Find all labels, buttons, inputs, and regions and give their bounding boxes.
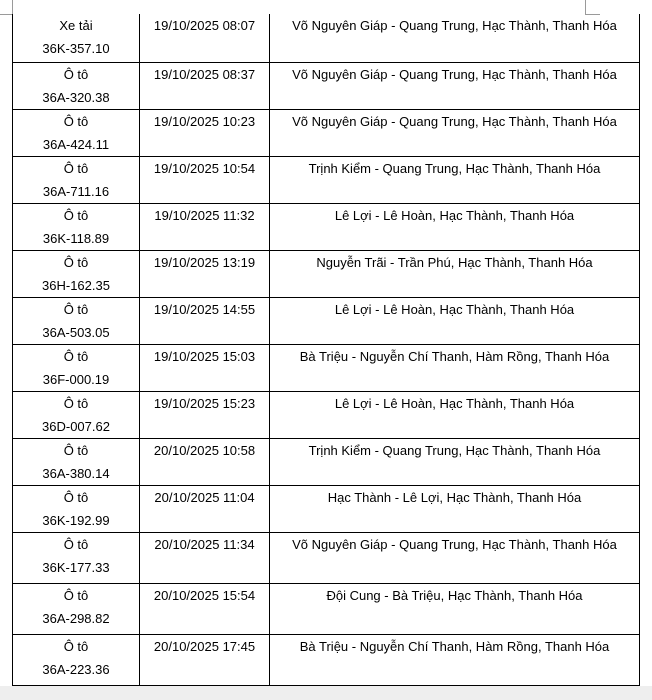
time-cell — [140, 344, 270, 391]
vehicle-cell — [13, 438, 140, 485]
license-plate: 36A-223.36 — [42, 661, 110, 677]
time-cell — [140, 156, 270, 203]
location-cell — [270, 583, 640, 634]
table-row — [13, 109, 640, 156]
table-body — [13, 14, 640, 685]
license-plate: 36K-118.89 — [42, 230, 110, 246]
violation-location: Võ Nguyên Giáp - Quang Trung, Hạc Thành, Thanh Hóa — [292, 113, 617, 129]
location-cell — [270, 438, 640, 485]
location-cell — [270, 485, 640, 532]
location-cell — [270, 297, 640, 344]
time-cell — [140, 391, 270, 438]
license-plate: 36A-380.14 — [42, 465, 110, 481]
violation-time: 19/10/2025 08:37 — [153, 66, 256, 82]
violation-location: Bà Triệu - Nguyễn Chí Thanh, Hàm Rồng, Thanh Hóa — [299, 638, 610, 654]
vehicle-cell — [13, 203, 140, 250]
license-plate: 36A-711.16 — [42, 183, 110, 199]
table-row — [13, 250, 640, 297]
table-row — [13, 532, 640, 583]
license-plate: 36K-192.99 — [42, 512, 110, 528]
table-row — [13, 438, 640, 485]
table-row — [13, 344, 640, 391]
violation-time: 20/10/2025 17:45 — [153, 638, 256, 654]
vehicle-type: Ô tô — [63, 348, 89, 364]
vehicle-type: Ô tô — [63, 395, 89, 411]
vehicle-cell — [13, 156, 140, 203]
table-row — [13, 203, 640, 250]
vehicle-cell — [13, 391, 140, 438]
violation-table — [12, 14, 640, 686]
violation-location: Bà Triệu - Nguyễn Chí Thanh, Hàm Rồng, Thanh Hóa — [299, 348, 610, 364]
violation-time: 19/10/2025 15:23 — [153, 395, 256, 411]
vehicle-cell — [13, 297, 140, 344]
page-bottom-gap — [0, 686, 652, 700]
violation-time: 19/10/2025 14:55 — [153, 301, 256, 317]
location-cell — [270, 109, 640, 156]
vehicle-cell — [13, 344, 140, 391]
license-plate: 36A-320.38 — [42, 89, 110, 105]
vehicle-type: Ô tô — [63, 536, 89, 552]
vehicle-type: Ô tô — [63, 160, 89, 176]
table-row — [13, 297, 640, 344]
vehicle-type: Ô tô — [63, 442, 89, 458]
time-cell — [140, 203, 270, 250]
violation-time: 19/10/2025 08:07 — [153, 18, 256, 33]
crop-mark-top-left — [0, 0, 13, 15]
violation-location: Lê Lợi - Lê Hoàn, Hạc Thành, Thanh Hóa — [334, 395, 575, 411]
time-cell — [140, 109, 270, 156]
license-plate: 36K-357.10 — [42, 41, 110, 56]
table-row — [13, 583, 640, 634]
time-cell — [140, 297, 270, 344]
license-plate: 36K-177.33 — [42, 559, 110, 575]
location-cell — [270, 14, 640, 62]
time-cell — [140, 62, 270, 109]
vehicle-cell — [13, 14, 140, 62]
location-cell — [270, 250, 640, 297]
violation-time: 20/10/2025 11:34 — [154, 536, 255, 552]
time-cell — [140, 250, 270, 297]
vehicle-cell — [13, 532, 140, 583]
time-cell — [140, 634, 270, 685]
vehicle-type: Ô tô — [63, 301, 89, 317]
vehicle-cell — [13, 109, 140, 156]
location-cell — [270, 634, 640, 685]
violation-location: Võ Nguyên Giáp - Quang Trung, Hạc Thành, Thanh Hóa — [292, 18, 617, 33]
location-cell — [270, 203, 640, 250]
time-cell — [140, 485, 270, 532]
license-plate: 36F-000.19 — [42, 371, 110, 387]
table-row — [13, 156, 640, 203]
table-row — [13, 634, 640, 685]
license-plate: 36H-162.35 — [42, 277, 110, 293]
location-cell — [270, 62, 640, 109]
violation-time: 19/10/2025 13:19 — [153, 254, 256, 270]
violation-time: 20/10/2025 11:04 — [154, 489, 255, 505]
vehicle-type: Ô tô — [63, 254, 89, 270]
time-cell — [140, 438, 270, 485]
table-row — [13, 391, 640, 438]
time-cell — [140, 583, 270, 634]
vehicle-type: Ô tô — [63, 66, 89, 82]
vehicle-type: Xe tải — [59, 18, 93, 33]
vehicle-cell — [13, 250, 140, 297]
table-row — [13, 14, 640, 62]
location-cell — [270, 156, 640, 203]
vehicle-cell — [13, 583, 140, 634]
violation-location: Lê Lợi - Lê Hoàn, Hạc Thành, Thanh Hóa — [334, 207, 575, 223]
license-plate: 36A-424.11 — [42, 136, 110, 152]
violation-location: Trịnh Kiểm - Quang Trung, Hạc Thành, Thanh Hóa — [308, 442, 601, 458]
crop-mark-top-right — [585, 0, 600, 15]
table-row — [13, 485, 640, 532]
vehicle-type: Ô tô — [63, 638, 89, 654]
vehicle-type: Ô tô — [63, 113, 89, 129]
license-plate: 36A-503.05 — [42, 324, 110, 340]
violation-location: Hạc Thành - Lê Lợi, Hạc Thành, Thanh Hóa — [327, 489, 582, 505]
location-cell — [270, 344, 640, 391]
violation-location: Lê Lợi - Lê Hoàn, Hạc Thành, Thanh Hóa — [334, 301, 575, 317]
license-plate: 36D-007.62 — [42, 418, 110, 434]
violation-time: 20/10/2025 10:58 — [153, 442, 256, 458]
time-cell — [140, 532, 270, 583]
table-row — [13, 62, 640, 109]
time-cell — [140, 14, 270, 62]
vehicle-type: Ô tô — [63, 587, 89, 603]
location-cell — [270, 532, 640, 583]
location-cell — [270, 391, 640, 438]
violation-time: 19/10/2025 10:23 — [153, 113, 256, 129]
vehicle-type: Ô tô — [63, 489, 89, 505]
vehicle-cell — [13, 485, 140, 532]
violation-time: 19/10/2025 11:32 — [154, 207, 255, 223]
violation-time: 19/10/2025 10:54 — [153, 160, 256, 176]
violation-time: 19/10/2025 15:03 — [153, 348, 256, 364]
violation-location: Võ Nguyên Giáp - Quang Trung, Hạc Thành, Thanh Hóa — [292, 536, 617, 552]
violation-time: 20/10/2025 15:54 — [153, 587, 256, 603]
license-plate: 36A-298.82 — [42, 610, 110, 626]
violation-location: Đội Cung - Bà Triệu, Hạc Thành, Thanh Hóa — [326, 587, 583, 603]
violation-location: Võ Nguyên Giáp - Quang Trung, Hạc Thành, Thanh Hóa — [292, 66, 617, 82]
vehicle-cell — [13, 62, 140, 109]
violation-location: Trịnh Kiểm - Quang Trung, Hạc Thành, Thanh Hóa — [308, 160, 601, 176]
violation-location: Nguyễn Trãi - Trần Phú, Hạc Thành, Thanh Hóa — [316, 254, 593, 270]
vehicle-cell — [13, 634, 140, 685]
vehicle-type: Ô tô — [63, 207, 89, 223]
